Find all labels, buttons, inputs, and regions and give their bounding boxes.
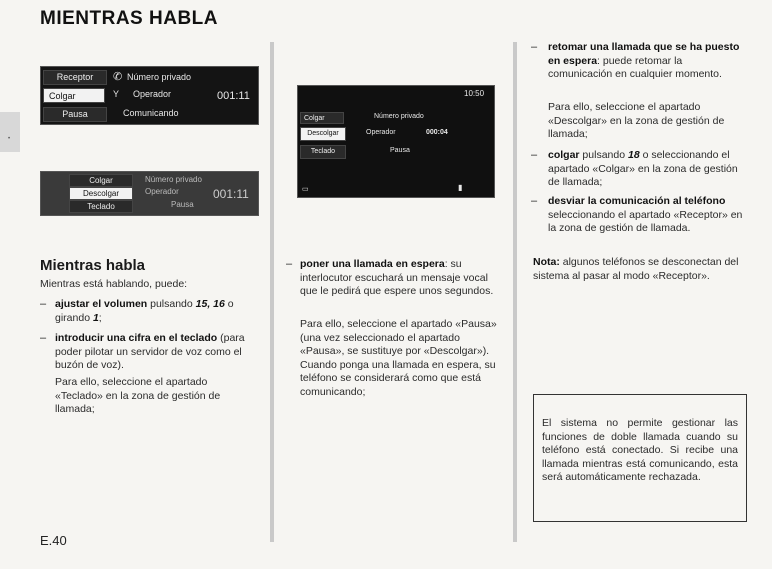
page-title: MIENTRAS HABLA	[40, 8, 218, 29]
column-divider	[513, 42, 517, 542]
resume-para: Para ello, seleccione el apartado «Descolgar» en la zona de gestión de llamada;	[548, 101, 725, 140]
volume-keys: 15, 16	[195, 298, 225, 310]
keypad-para: Para ello, seleccione el apartado «Teclado» en la zona de gestión de llamada;	[55, 376, 221, 415]
bullet-dash: –	[531, 149, 538, 161]
colgar-button[interactable]: Colgar	[300, 112, 344, 124]
resume-rest: : puede retomar la comunicación en cualquier momento.	[548, 54, 722, 80]
keypad-item	[55, 332, 258, 373]
teclado-button[interactable]: Teclado	[69, 200, 133, 213]
info-box-text: El sistema no permite gestionar las funciones de doble llamada cuando su teléfono está conectado. Si recibe una llamada mientras está comunicando, esta será automáticamente rechazada.	[542, 417, 738, 483]
phone-call-screen-3	[297, 85, 495, 198]
hangup-key: 18	[627, 149, 640, 161]
hold-bold: poner una llamada en espera	[300, 258, 445, 270]
clock: 10:50	[464, 89, 485, 98]
volume-bold: ajustar el volumen	[55, 298, 148, 310]
operator-name: Operador	[133, 89, 172, 99]
operator-name: Operador	[366, 129, 396, 136]
volume-item	[55, 298, 258, 325]
note-body: algunos teléfonos se desconectan del sistema al pasar al modo «Receptor».	[533, 256, 739, 282]
operator-name: Operador	[145, 187, 179, 196]
page-number: E.40	[40, 533, 67, 548]
signal-icon: Y	[113, 89, 120, 99]
hold-item	[300, 258, 502, 299]
bullet-dash: –	[531, 195, 538, 207]
caller-name: Número privado	[374, 113, 424, 120]
call-status: Pausa	[390, 147, 410, 154]
intro-text: Mientras está hablando, puede:	[40, 278, 188, 290]
volume-end: ;	[98, 311, 102, 324]
phone-call-screen-2	[40, 171, 259, 216]
signal-icon: ▮	[458, 183, 463, 192]
note-label: Nota:	[533, 256, 560, 268]
hangup-bold: colgar	[548, 149, 580, 161]
call-status: Comunicando	[123, 108, 179, 118]
pausa-button[interactable]: Pausa	[43, 107, 107, 122]
descolgar-button[interactable]: Descolgar	[300, 127, 346, 141]
bullet-dash: –	[40, 298, 47, 310]
transfer-bold: desviar la comunicación al teléfono	[548, 195, 726, 207]
call-timer: 000:04	[426, 129, 448, 136]
side-tab-marker: •	[0, 112, 20, 152]
colgar-button[interactable]: Colgar	[69, 174, 133, 187]
call-status: Pausa	[171, 200, 194, 209]
note-text	[533, 256, 748, 283]
hold-para: Para ello, seleccione el apartado «Pausa» (una vez seleccionado el apartado «Pausa», se sustituye por «Descolgar»). Cuando ponga una llamada en espera, su teléfono se considerará como que está comunicando;	[300, 318, 497, 398]
descolgar-button[interactable]: Descolgar	[69, 187, 133, 200]
phone-icon: ✆	[113, 71, 123, 83]
keypad-bold: introducir una cifra en el teclado	[55, 332, 218, 344]
resume-item	[548, 41, 748, 82]
hold-rest: : su interlocutor escuchará un mensaje vocal que le pedirá que espere unos segundos.	[300, 258, 494, 297]
bullet-dash: –	[531, 41, 538, 53]
call-timer: 001:11	[217, 90, 250, 102]
call-timer: 001:11	[213, 187, 249, 201]
caller-name: Número privado	[145, 175, 202, 184]
volume-key2: 1	[92, 311, 99, 324]
bullet-dash: –	[40, 332, 47, 344]
info-box	[533, 394, 747, 522]
column-divider	[270, 42, 274, 542]
caller-name: Número privado	[127, 72, 192, 82]
phone-call-screen-1	[40, 66, 259, 125]
battery-icon: ▭	[302, 186, 309, 193]
resume-bold: retomar una llamada que se ha puesto en espera	[548, 41, 740, 67]
volume-rest: pulsando	[147, 298, 196, 310]
hangup-tail: o seleccionando el apartado «Colgar» en la zona de gestión de llamada;	[548, 149, 738, 188]
hangup-item	[548, 149, 748, 190]
volume-tail: o girando	[55, 298, 234, 324]
hangup-rest: pulsando	[579, 149, 628, 161]
section-heading: Mientras habla	[40, 257, 146, 274]
keypad-rest: (para poder pilotar un servidor de voz como el buzón de voz).	[55, 332, 245, 371]
bullet-dash: –	[286, 258, 293, 270]
transfer-item	[548, 195, 748, 236]
receptor-button[interactable]: Receptor	[43, 70, 107, 85]
teclado-button[interactable]: Teclado	[300, 145, 346, 159]
colgar-button[interactable]: Colgar	[43, 88, 105, 103]
transfer-rest: seleccionando el apartado «Receptor» en la zona de gestión de llamada.	[548, 208, 743, 234]
